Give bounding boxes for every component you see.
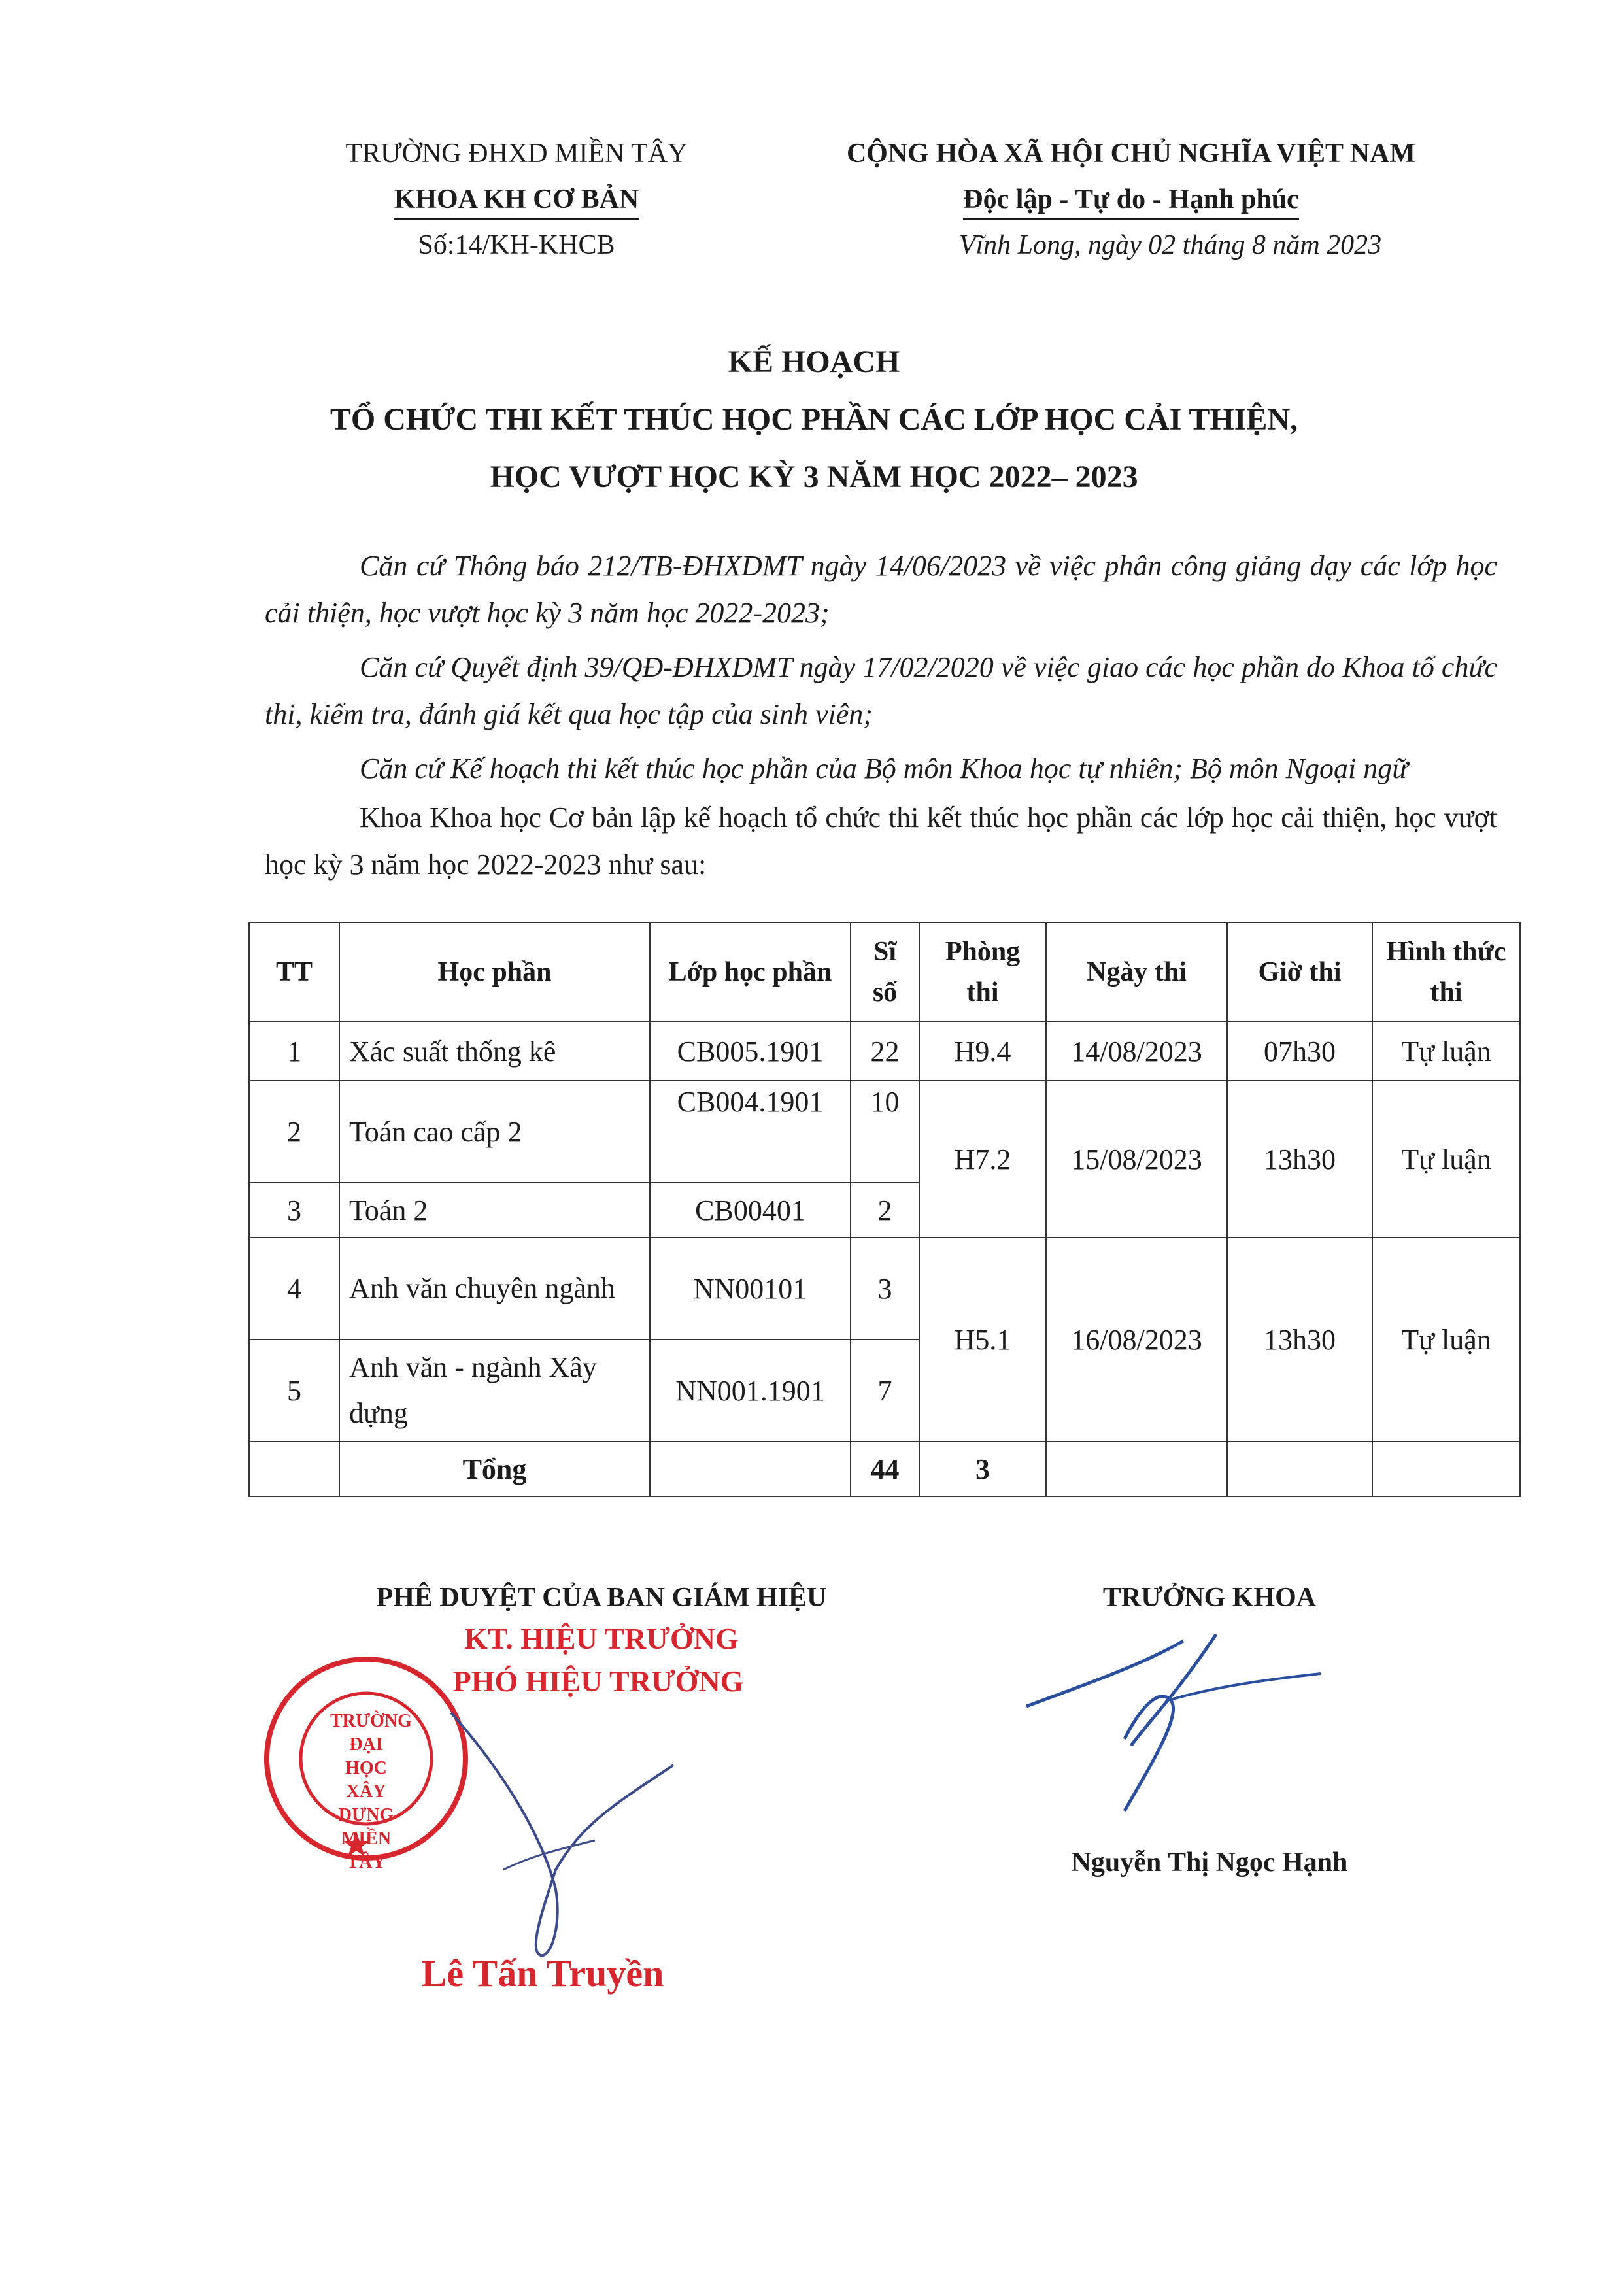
cell-empty bbox=[1372, 1442, 1520, 1496]
cell-room: H5.1 bbox=[919, 1238, 1046, 1442]
cell-count: 22 bbox=[851, 1022, 919, 1081]
place-date: Vĩnh Long, ngày 02 tháng 8 năm 2023 bbox=[958, 230, 1382, 260]
table-row bbox=[249, 1238, 1520, 1340]
cell-date: 16/08/2023 bbox=[1046, 1238, 1227, 1442]
table-row bbox=[249, 1022, 1520, 1081]
cell-class: CB004.1901 bbox=[650, 1081, 851, 1183]
cell-room: H9.4 bbox=[919, 1022, 1046, 1081]
country-name: CỘNG HÒA XÃ HỘI CHỦ NGHĨA VIỆT NAM bbox=[846, 139, 1416, 169]
table-total-row bbox=[249, 1442, 1520, 1496]
dean-heading: TRƯỞNG KHOA bbox=[1102, 1583, 1317, 1613]
approver-name: Lê Tấn Truyền bbox=[421, 1952, 664, 1995]
header-course: Học phần bbox=[339, 922, 650, 1022]
cell-course: Toán cao cấp 2 bbox=[339, 1081, 650, 1183]
cell-course: Xác suất thống kê bbox=[339, 1022, 650, 1081]
header-class: Lớp học phần bbox=[650, 922, 851, 1022]
basis-1: Căn cứ Thông báo 212/TB-ĐHXDMT ngày 14/06/2023 về việc phân công giảng dạy các lớp học cải thiện, học vượt học kỳ 3 năm học 2022-2023; bbox=[265, 550, 1497, 629]
cell-tt: 3 bbox=[249, 1183, 339, 1238]
cell-course: Anh văn chuyên ngành bbox=[339, 1238, 650, 1340]
basis-3: Căn cứ Kế hoạch thi kết thúc học phần của Bộ môn Khoa học tự nhiên; Bộ môn Ngoại ngữ bbox=[360, 752, 1408, 784]
dean-name: Nguyễn Thị Ngọc Hạnh bbox=[1071, 1847, 1348, 1878]
cell-time: 13h30 bbox=[1227, 1238, 1372, 1442]
approval-role-2: PHÓ HIỆU TRƯỞNG bbox=[452, 1664, 744, 1698]
cell-count: 10 bbox=[851, 1081, 919, 1183]
cell-form: Tự luận bbox=[1372, 1022, 1520, 1081]
total-label: Tổng bbox=[339, 1442, 650, 1496]
cell-count: 2 bbox=[851, 1183, 919, 1238]
cell-room: H7.2 bbox=[919, 1081, 1046, 1238]
table-header-row bbox=[249, 922, 1520, 1022]
cell-tt: 5 bbox=[249, 1340, 339, 1442]
cell-empty bbox=[1227, 1442, 1372, 1496]
cell-class: CB005.1901 bbox=[650, 1022, 851, 1081]
school-name: TRƯỜNG ĐHXD MIỀN TÂY bbox=[345, 139, 688, 169]
cell-tt: 4 bbox=[249, 1238, 339, 1340]
title-line-3: HỌC VƯỢT HỌC KỲ 3 NĂM HỌC 2022– 2023 bbox=[490, 460, 1138, 494]
header-form: Hình thức thi bbox=[1372, 922, 1520, 1022]
cell-course: Toán 2 bbox=[339, 1183, 650, 1238]
header-date: Ngày thi bbox=[1046, 922, 1227, 1022]
signature-left bbox=[425, 1674, 739, 1974]
cell-count: 3 bbox=[851, 1238, 919, 1340]
basis-2: Căn cứ Quyết định 39/QĐ-ĐHXDMT ngày 17/02/2020 về việc giao các học phần do Khoa tổ chức thi, kiểm tra, đánh giá kết qua học tập của sinh viên; bbox=[265, 651, 1497, 730]
header-tt: TT bbox=[249, 922, 339, 1022]
title-line-2: TỔ CHỨC THI KẾT THÚC HỌC PHẦN CÁC LỚP HỌC CẢI THIỆN, bbox=[330, 402, 1298, 437]
title-line-1: KẾ HOẠCH bbox=[728, 345, 900, 379]
motto: Độc lập - Tự do - Hạnh phúc bbox=[778, 177, 1484, 222]
cell-time: 07h30 bbox=[1227, 1022, 1372, 1081]
cell-class: NN001.1901 bbox=[650, 1340, 851, 1442]
header-time: Giờ thi bbox=[1227, 922, 1372, 1022]
cell-tt: 1 bbox=[249, 1022, 339, 1081]
approval-heading: PHÊ DUYỆT CỦA BAN GIÁM HIỆU bbox=[376, 1583, 827, 1613]
cell-class: CB00401 bbox=[650, 1183, 851, 1238]
cell-empty bbox=[249, 1442, 339, 1496]
total-count: 44 bbox=[851, 1442, 919, 1496]
header-right bbox=[778, 131, 1484, 268]
exam-schedule-table bbox=[248, 922, 1521, 1497]
faculty-name: KHOA KH CƠ BẢN bbox=[275, 177, 758, 222]
cell-count: 7 bbox=[851, 1340, 919, 1442]
total-rooms: 3 bbox=[919, 1442, 1046, 1496]
approval-role-1: KT. HIỆU TRƯỞNG bbox=[464, 1622, 739, 1655]
cell-empty bbox=[1046, 1442, 1227, 1496]
header-left bbox=[275, 131, 758, 268]
document-title bbox=[196, 333, 1432, 506]
signature-right bbox=[1020, 1615, 1386, 1850]
cell-form: Tự luận bbox=[1372, 1238, 1520, 1442]
cell-form: Tự luận bbox=[1372, 1081, 1520, 1238]
cell-date: 14/08/2023 bbox=[1046, 1022, 1227, 1081]
header-room: Phòng thi bbox=[919, 922, 1046, 1022]
document-number: Số:14/KH-KHCB bbox=[418, 230, 615, 260]
cell-empty bbox=[650, 1442, 851, 1496]
cell-date: 15/08/2023 bbox=[1046, 1081, 1227, 1238]
table-row bbox=[249, 1081, 1520, 1183]
intro-paragraph: Khoa Khoa học Cơ bản lập kế hoạch tổ chức thi kết thúc học phần các lớp học cải thiện, học vượt học kỳ 3 năm học 2022-2023 như sau: bbox=[265, 801, 1497, 881]
cell-time: 13h30 bbox=[1227, 1081, 1372, 1238]
cell-course: Anh văn - ngành Xây dựng bbox=[339, 1340, 650, 1442]
cell-tt: 2 bbox=[249, 1081, 339, 1183]
header-count: Sĩ số bbox=[851, 922, 919, 1022]
stamp-text: TRƯỜNG ĐẠI HỌC XÂY DỰNG MIỀN TÂY bbox=[330, 1711, 412, 1872]
cell-class: NN00101 bbox=[650, 1238, 851, 1340]
